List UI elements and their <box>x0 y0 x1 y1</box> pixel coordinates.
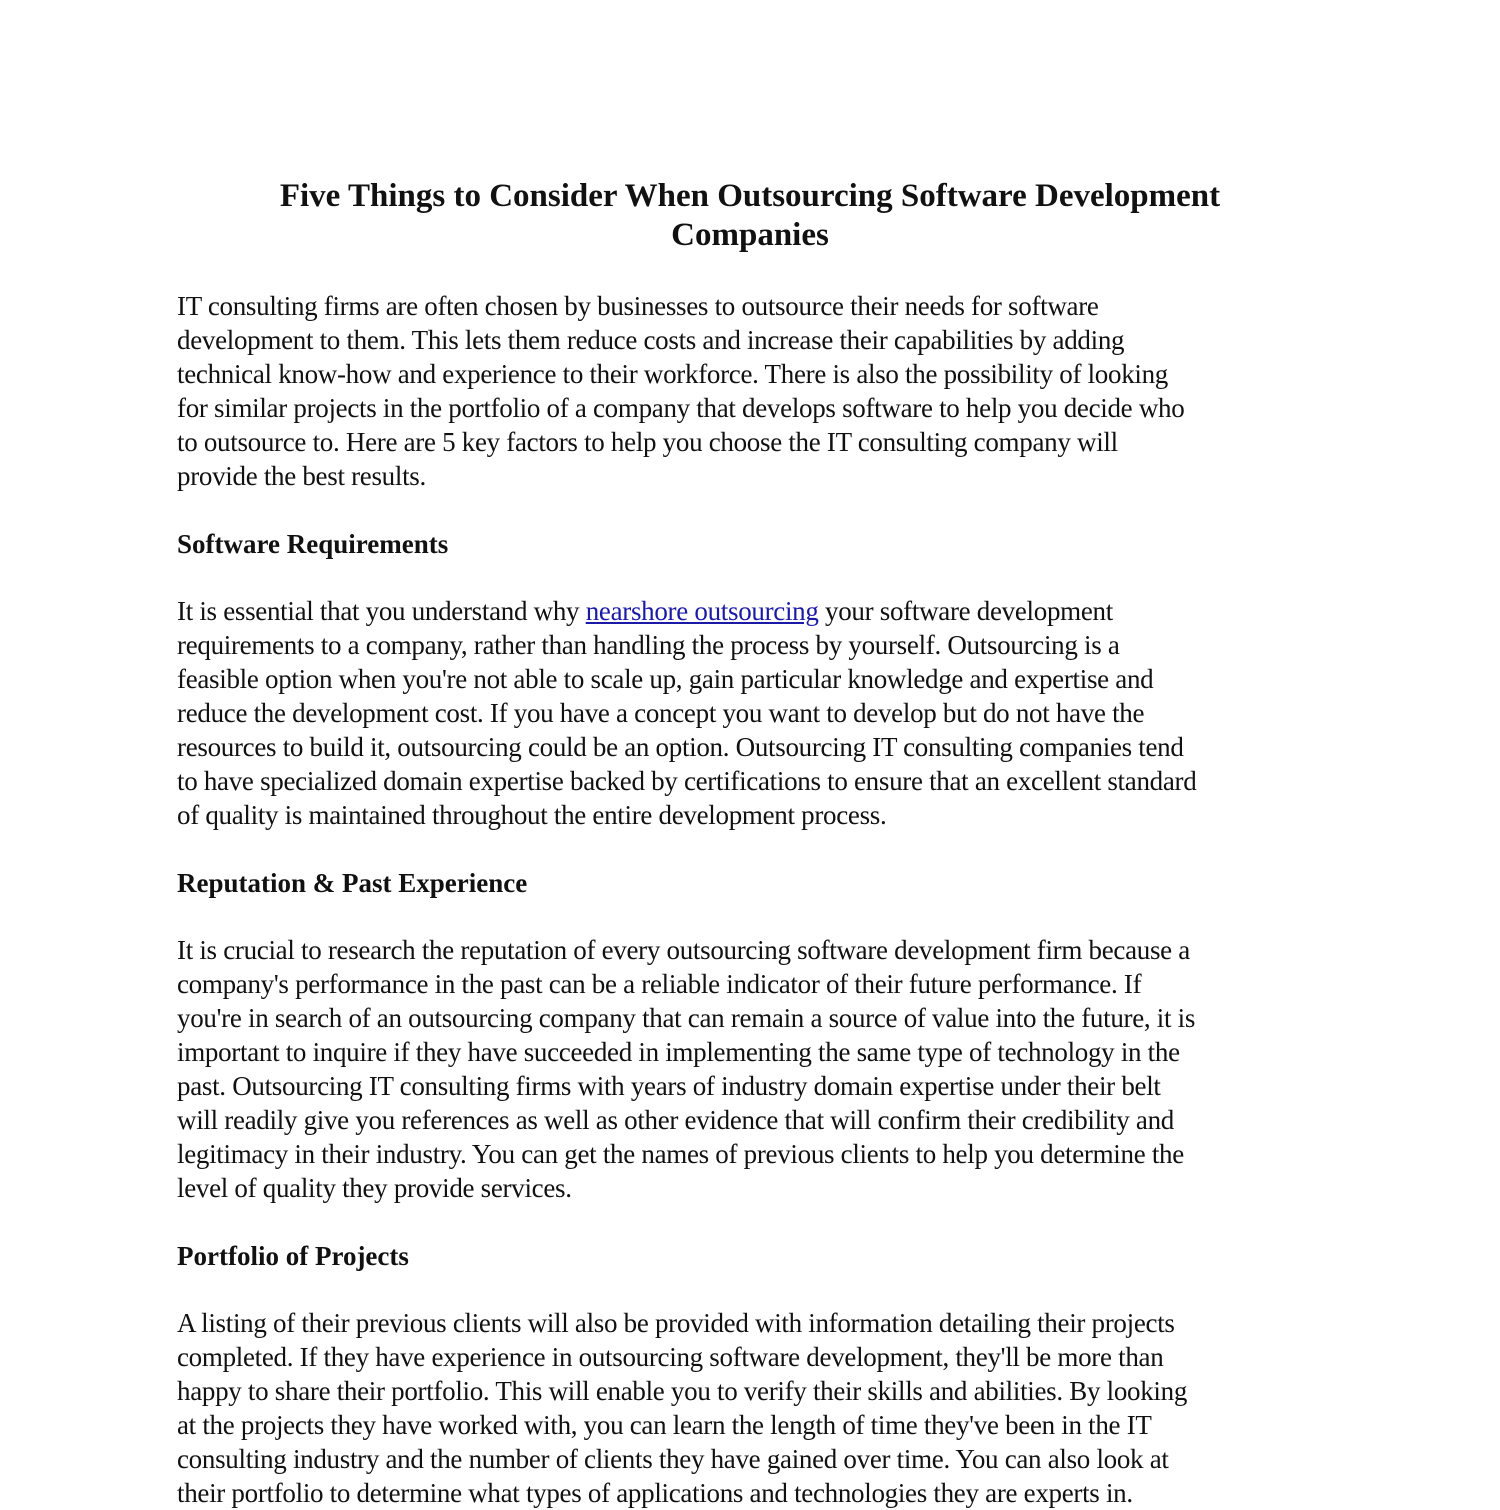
text-line: you're in search of an outsourcing company that can remain a source of value into the future, it is <box>177 1003 1196 1033</box>
section-paragraph <box>177 1306 1337 1510</box>
document-title <box>0 177 1500 255</box>
section-paragraph <box>177 594 1337 832</box>
section-paragraph <box>177 933 1337 1205</box>
nearshore-outsourcing-link[interactable]: nearshore outsourcing <box>585 596 819 626</box>
text-line: It is crucial to research the reputation of every outsourcing software development firm because a <box>177 935 1190 965</box>
title-line: Five Things to Consider When Outsourcing Software Development <box>279 178 1221 214</box>
text-line: provide the best results. <box>177 461 426 491</box>
text-line: legitimacy in their industry. You can get the names of previous clients to help you determine the <box>177 1139 1184 1169</box>
text-line: consulting industry and the number of clients they have gained over time. You can also look at <box>177 1444 1169 1474</box>
text-line: past. Outsourcing IT consulting firms with years of industry domain expertise under their belt <box>177 1071 1161 1101</box>
intro-paragraph <box>177 289 1337 493</box>
text-line: for similar projects in the portfolio of a company that develops software to help you decide who <box>177 393 1185 423</box>
text-line: IT consulting firms are often chosen by businesses to outsource their needs for software <box>177 291 1099 321</box>
text-line: company's performance in the past can be a reliable indicator of their future performance. If <box>177 969 1142 999</box>
text-line: technical know-how and experience to their workforce. There is also the possibility of looking <box>177 359 1169 389</box>
text-line <box>177 594 1337 628</box>
text-line: to outsource to. Here are 5 key factors to help you choose the IT consulting company will <box>177 427 1118 457</box>
text: It is essential that you understand why <box>177 596 586 626</box>
title-line: Companies <box>671 217 829 253</box>
section-heading: Portfolio of Projects <box>177 1241 409 1271</box>
text-line: level of quality they provide services. <box>177 1173 572 1203</box>
text-line: of quality is maintained throughout the entire development process. <box>177 800 887 830</box>
text-line: resources to build it, outsourcing could be an option. Outsourcing IT consulting companies tend <box>177 732 1184 762</box>
text-line: will readily give you references as well as other evidence that will confirm their credibility and <box>177 1105 1174 1135</box>
section-heading: Software Requirements <box>177 529 449 559</box>
text-line: A listing of their previous clients will also be provided with information detailing their projects <box>177 1308 1175 1338</box>
text-line: reduce the development cost. If you have a concept you want to develop but do not have the <box>177 698 1145 728</box>
text-line: requirements to a company, rather than handling the process by yourself. Outsourcing is a <box>177 630 1120 660</box>
text-line: completed. If they have experience in outsourcing software development, they'll be more than <box>177 1342 1164 1372</box>
text-line: feasible option when you're not able to scale up, gain particular knowledge and expertise and <box>177 664 1154 694</box>
text-line: their portfolio to determine what types of applications and technologies they are experts in. <box>177 1478 1133 1508</box>
text-line: development to them. This lets them reduce costs and increase their capabilities by adding <box>177 325 1125 355</box>
text-line: happy to share their portfolio. This will enable you to verify their skills and abilities. By looking <box>177 1376 1188 1406</box>
text-line: important to inquire if they have succeeded in implementing the same type of technology in the <box>177 1037 1180 1067</box>
text-line: to have specialized domain expertise backed by certifications to ensure that an excellent standard <box>177 766 1197 796</box>
text-line: at the projects they have worked with, you can learn the length of time they've been in the IT <box>177 1410 1152 1440</box>
section-heading: Reputation & Past Experience <box>177 868 528 898</box>
text: your software development <box>818 596 1113 626</box>
